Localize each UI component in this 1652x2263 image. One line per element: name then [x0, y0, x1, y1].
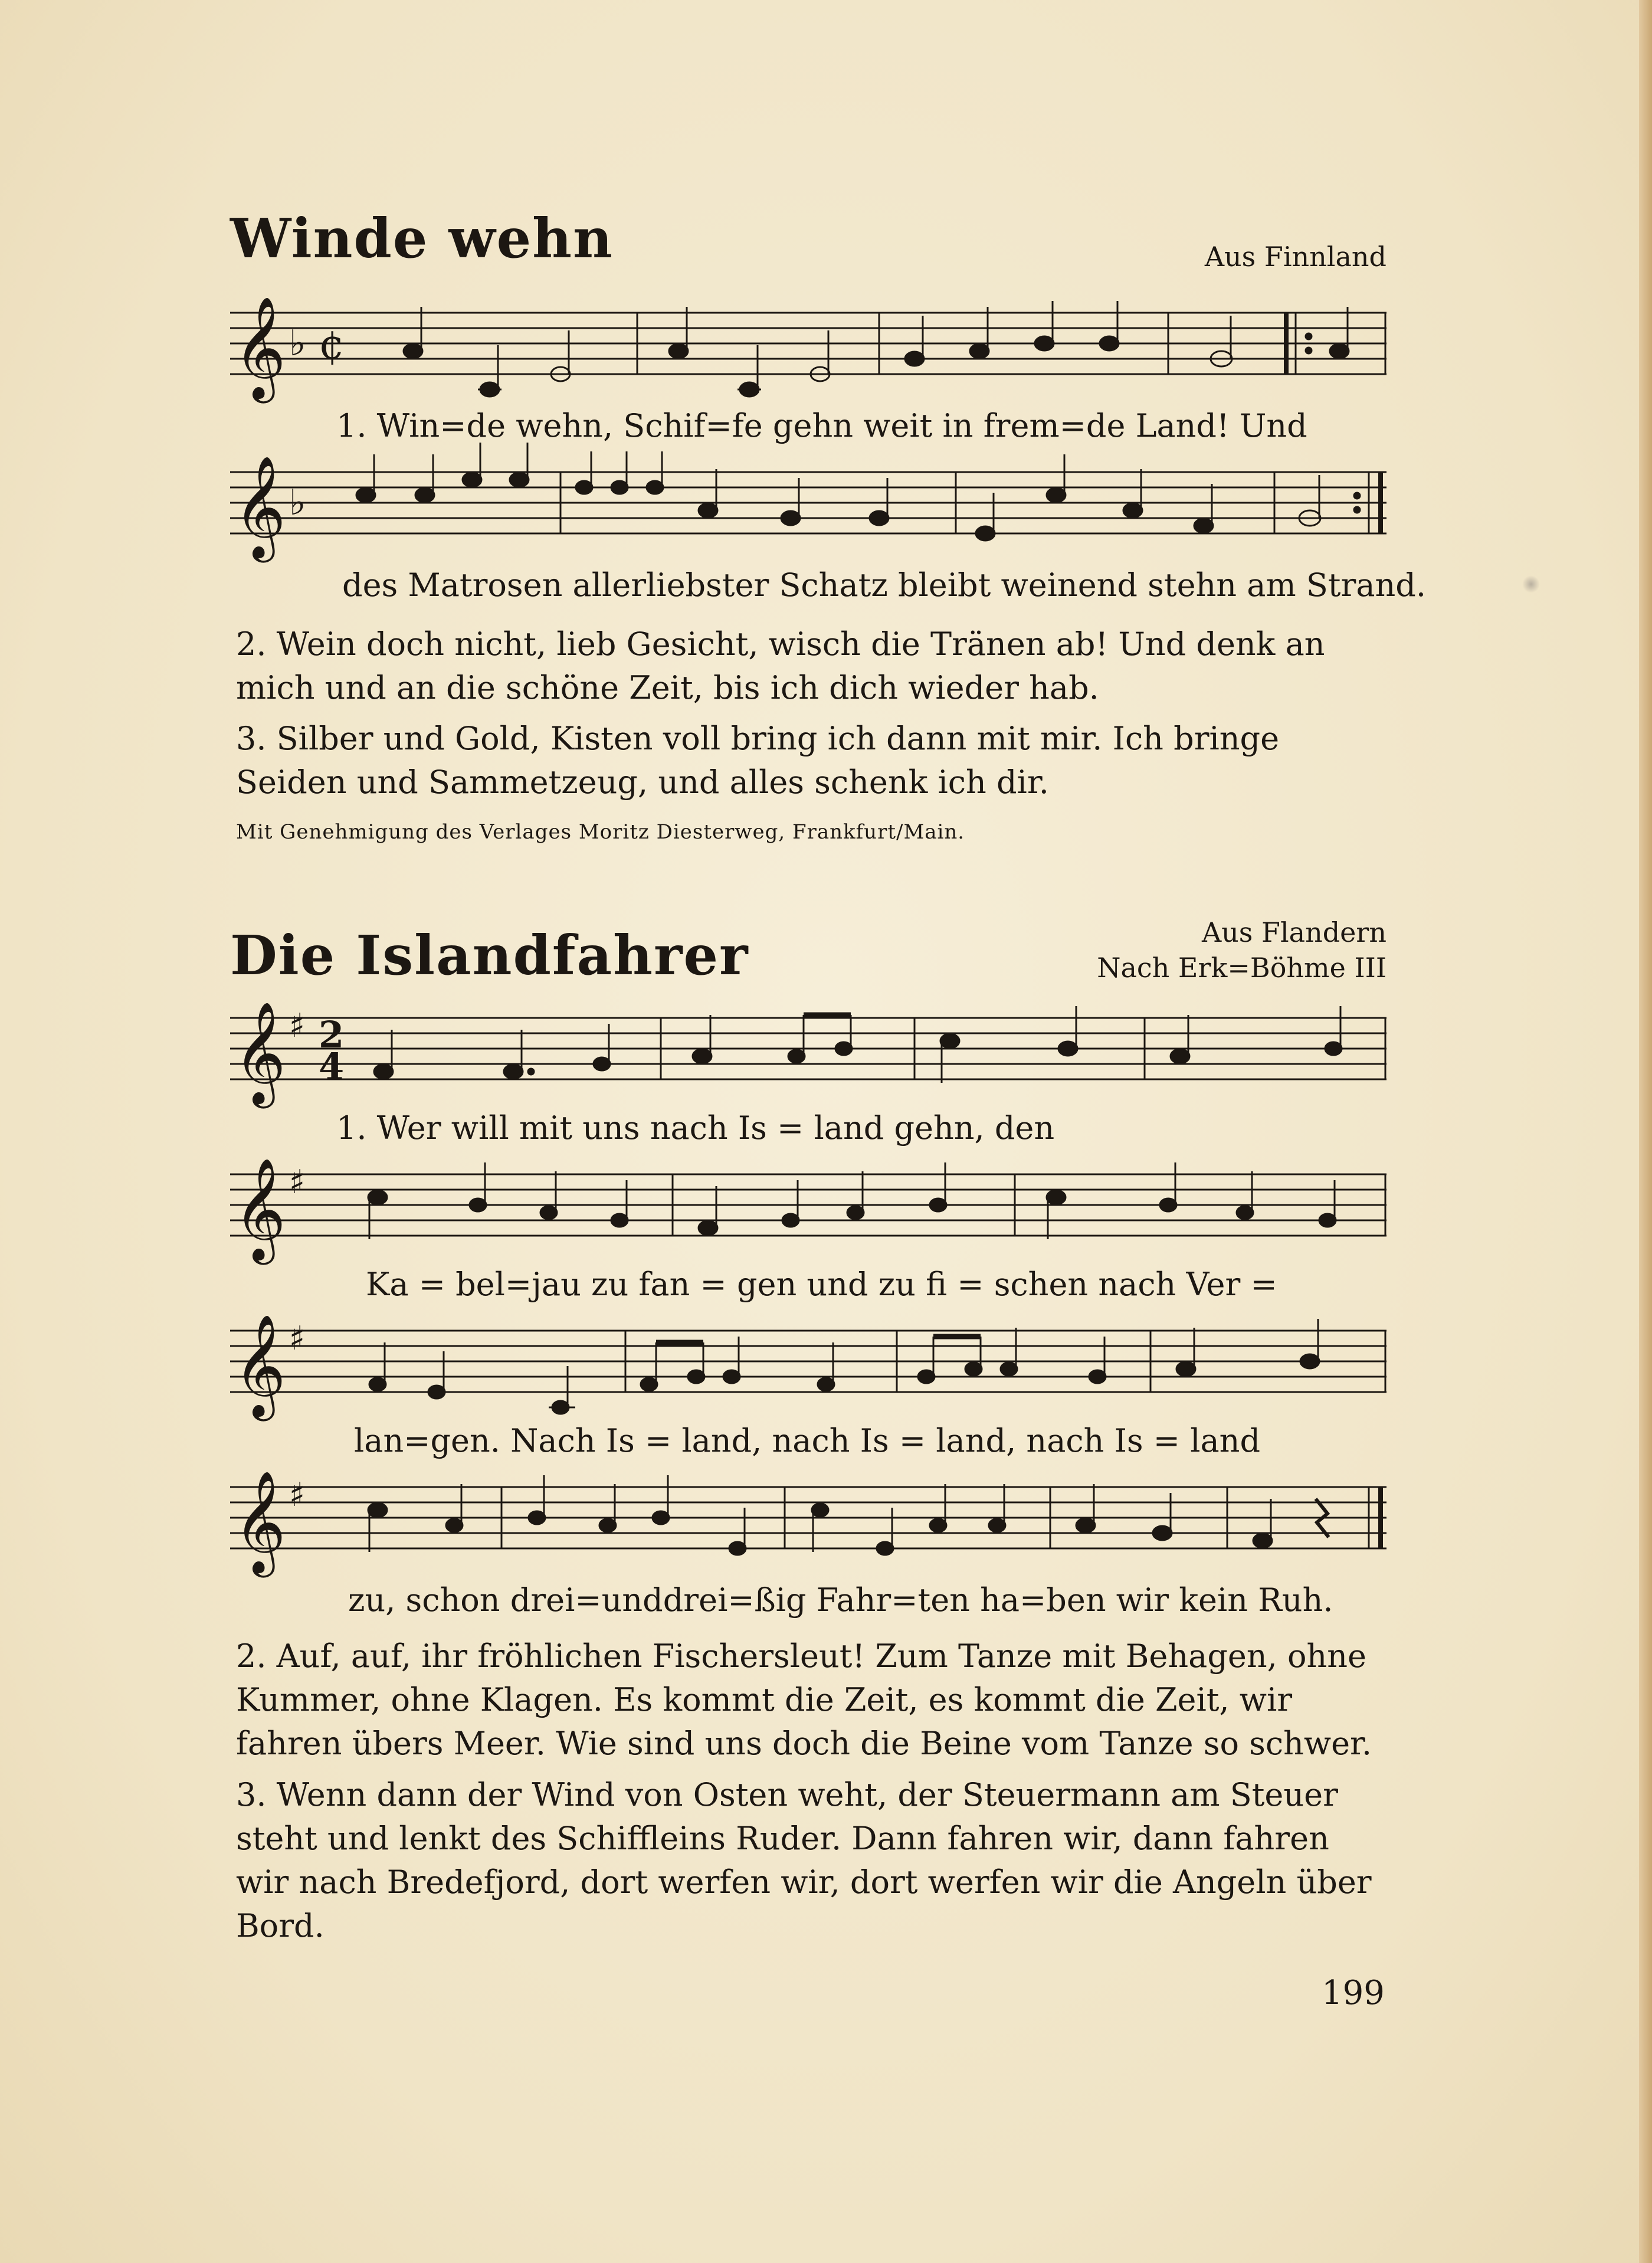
song2-verse-3: 3. Wenn dann der Wind von Osten weht, der Steuermann am Steuer steht und lenkt des Schiffleins Ruder. Dann fahren wir, dann fahren wir nach Bredefjord, dort werfen wir, dort werfen wir die Angeln über Bord.	[236, 1776, 1372, 1944]
song1-title: Winde wehn	[230, 207, 614, 270]
treble-clef-icon: 𝄞	[234, 1314, 286, 1417]
sharp-icon: ♯	[289, 1007, 306, 1045]
song2-origin-source: Nach Erk=Böhme III	[1097, 952, 1386, 984]
song2-staff-1	[230, 994, 1392, 1112]
song1-staff-2	[230, 448, 1392, 578]
song2-lyric-line-1: 1. Wer will mit uns nach Is = land gehn, den	[336, 1109, 1055, 1147]
time-signature-bottom: 4	[319, 1045, 345, 1088]
song1-verse-3: 3. Silber und Gold, Kisten voll bring ich dann mit mir. Ich bringe Seiden und Sammetzeug, und alles schenk ich dir.	[236, 720, 1280, 801]
sharp-icon: ♯	[289, 1319, 306, 1358]
treble-clef-icon: 𝄞	[234, 1158, 286, 1260]
flat-icon: ♭	[289, 482, 306, 523]
flat-icon: ♭	[289, 323, 306, 364]
paper-stain	[1522, 575, 1540, 593]
song2-lyric-line-2: Ka = bel=jau zu fan = gen und zu fi = schen nach Ver =	[366, 1266, 1277, 1303]
song2-staff-2	[230, 1151, 1392, 1269]
song2-origin	[1032, 915, 1386, 985]
page-edge	[1639, 0, 1652, 2263]
song2-origin-region: Aus Flandern	[1201, 916, 1386, 948]
song2-staff-4	[230, 1463, 1392, 1593]
song1-lyric-line-1: 1. Win=de wehn, Schif=fe gehn weit in frem=de Land! Und	[336, 407, 1307, 444]
song2-lyric-line-4: zu, schon drei=unddrei=ßig Fahr=ten ha=ben wir kein Ruh.	[348, 1581, 1333, 1619]
song1-staff-1	[230, 289, 1392, 419]
song1-credit: Mit Genehmigung des Verlages Moritz Diesterweg, Frankfurt/Main.	[236, 820, 965, 844]
song2-lyric-line-3: lan=gen. Nach Is = land, nach Is = land, nach Is = land	[354, 1422, 1261, 1459]
song1-verse-2: 2. Wein doch nicht, lieb Gesicht, wisch die Tränen ab! Und denk an mich und an die schöne Zeit, bis ich dich wieder hab.	[236, 625, 1325, 706]
cut-time-icon: ¢	[319, 320, 345, 369]
page-number: 199	[1322, 1974, 1385, 2012]
song2-verse-2: 2. Auf, auf, ihr fröhlichen Fischersleut! Zum Tanze mit Behagen, ohne Kummer, ohne Klagen. Es kommt die Zeit, es kommt die Zeit, wir fahren übers Meer. Wie sind uns doch die Beine vom Tanze so schwer.	[236, 1638, 1372, 1762]
sharp-icon: ♯	[289, 1163, 306, 1201]
song1-lyric-line-2: des Matrosen allerliebster Schatz bleibt weinend stehn am Strand.	[342, 566, 1427, 604]
sharp-icon: ♯	[289, 1476, 306, 1514]
song2-staff-3	[230, 1307, 1392, 1425]
treble-clef-icon: 𝄞	[234, 1001, 286, 1104]
song2-title: Die Islandfahrer	[230, 923, 749, 987]
time-signature-top: 2	[319, 1013, 345, 1056]
treble-clef-icon: 𝄞	[234, 456, 286, 558]
treble-clef-icon: 𝄞	[234, 296, 286, 399]
song1-origin: Aus Finnland	[1204, 241, 1386, 273]
treble-clef-icon: 𝄞	[234, 1471, 286, 1573]
